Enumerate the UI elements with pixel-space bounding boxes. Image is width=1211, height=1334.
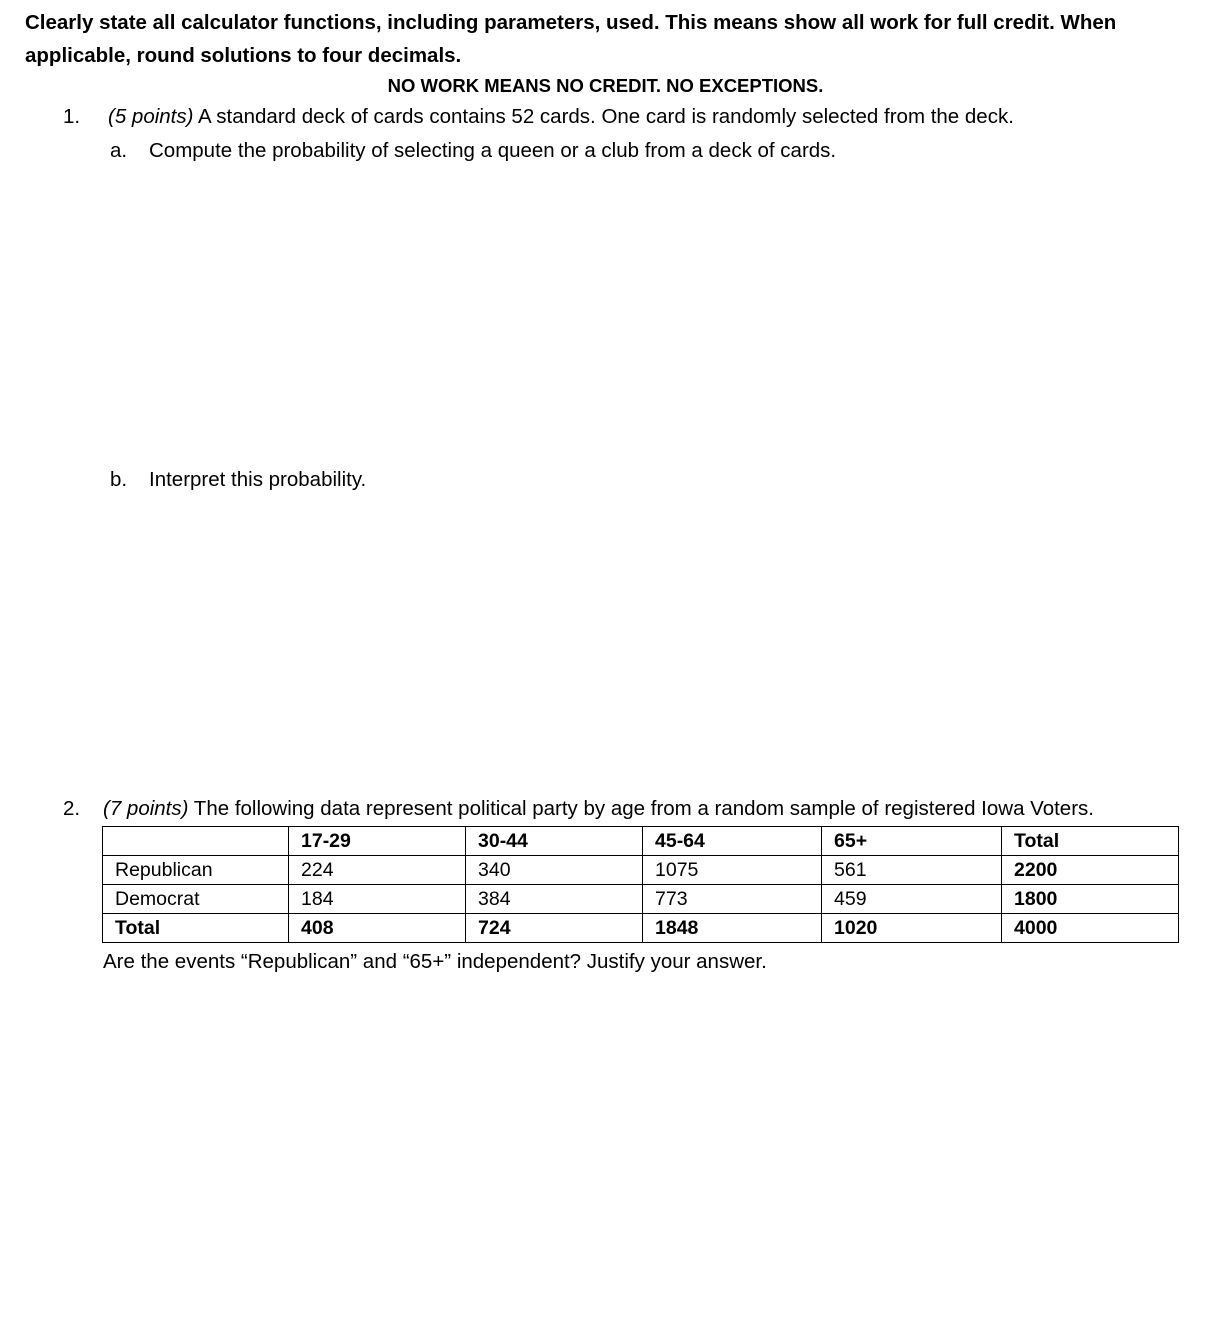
table-cell: 340 bbox=[466, 856, 643, 885]
table-header-cell: 30-44 bbox=[466, 827, 643, 856]
party-age-table bbox=[102, 826, 1179, 943]
q2-text: The following data represent political party by age from a random sample of registered Iowa Voters. bbox=[193, 797, 1094, 820]
table-cell: Democrat bbox=[103, 885, 289, 914]
q2-statement bbox=[103, 796, 1094, 822]
table-header-cell: Total bbox=[1002, 827, 1179, 856]
q1-statement bbox=[108, 104, 1014, 130]
table-row bbox=[103, 914, 1179, 943]
table-header-cell bbox=[103, 827, 289, 856]
q1a-label: a. bbox=[110, 139, 128, 162]
table-cell: Total bbox=[103, 914, 289, 943]
q2-points: (7 points) bbox=[103, 797, 189, 820]
table-cell: 184 bbox=[289, 885, 466, 914]
q1-number: 1. bbox=[63, 105, 81, 128]
q1b-text: Interpret this probability. bbox=[149, 468, 367, 491]
q2-number: 2. bbox=[63, 797, 81, 820]
q2-followup: Are the events “Republican” and “65+” independent? Justify your answer. bbox=[103, 950, 767, 973]
instructions: Clearly state all calculator functions, including parameters, used. This means show all work for full credit. When applicable, round solutions to four decimals. bbox=[25, 11, 1117, 67]
table-header-row bbox=[103, 827, 1179, 856]
q1-points: (5 points) bbox=[108, 105, 194, 128]
table-cell: 2200 bbox=[1002, 856, 1179, 885]
table-cell: 408 bbox=[289, 914, 466, 943]
no-work-notice: NO WORK MEANS NO CREDIT. NO EXCEPTIONS. bbox=[387, 75, 824, 96]
table-header-cell: 45-64 bbox=[643, 827, 822, 856]
table-header-cell: 65+ bbox=[822, 827, 1002, 856]
table-header-cell: 17-29 bbox=[289, 827, 466, 856]
q1b-label: b. bbox=[110, 468, 128, 491]
table-cell: 224 bbox=[289, 856, 466, 885]
table-cell: Republican bbox=[103, 856, 289, 885]
table-row bbox=[103, 885, 1179, 914]
table-cell: 1848 bbox=[643, 914, 822, 943]
table-cell: 1800 bbox=[1002, 885, 1179, 914]
q1-text: A standard deck of cards contains 52 cards. One card is randomly selected from the deck. bbox=[198, 105, 1014, 128]
table-cell: 459 bbox=[822, 885, 1002, 914]
table-cell: 1075 bbox=[643, 856, 822, 885]
q1a-text: Compute the probability of selecting a queen or a club from a deck of cards. bbox=[149, 139, 837, 162]
table-cell: 384 bbox=[466, 885, 643, 914]
table-cell: 773 bbox=[643, 885, 822, 914]
table-row bbox=[103, 856, 1179, 885]
table-cell: 561 bbox=[822, 856, 1002, 885]
table-cell: 1020 bbox=[822, 914, 1002, 943]
table-cell: 724 bbox=[466, 914, 643, 943]
table-cell: 4000 bbox=[1002, 914, 1179, 943]
